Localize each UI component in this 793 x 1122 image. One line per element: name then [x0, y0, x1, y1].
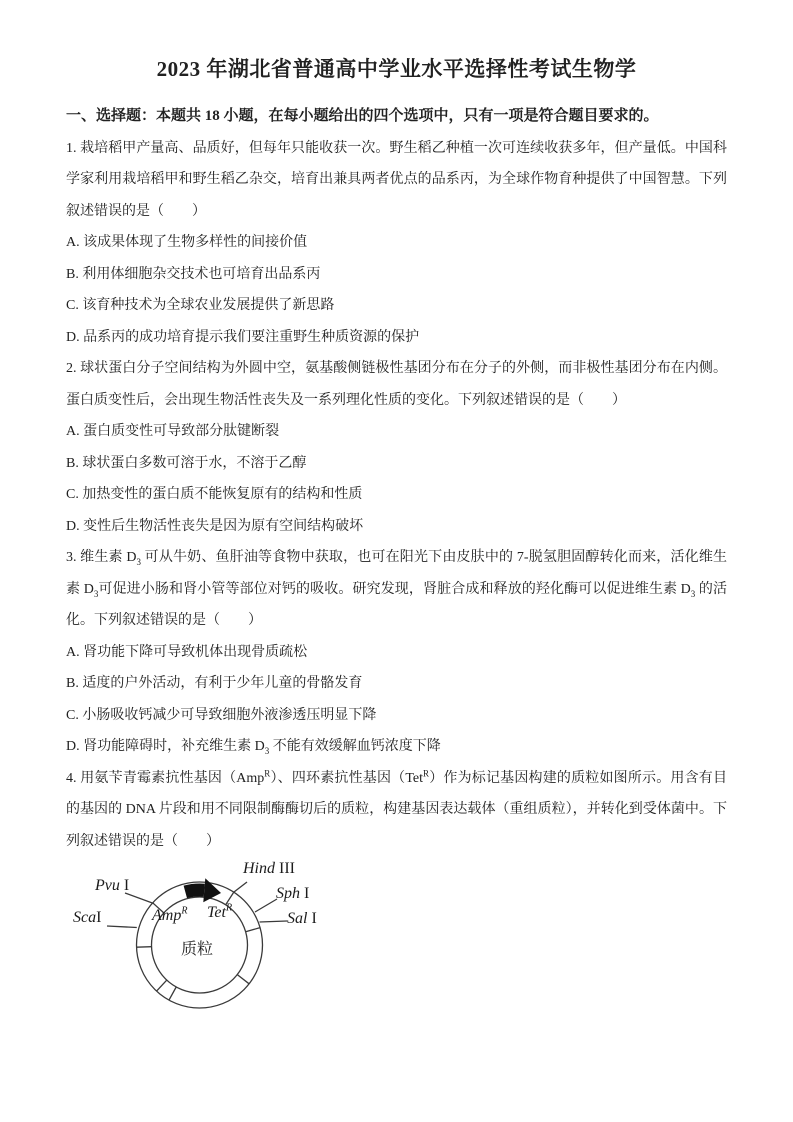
- segment-divider-lower-left-1: [169, 987, 176, 1000]
- segment-divider-lower-right: [237, 975, 249, 984]
- plasmid-center-label: 质粒: [181, 941, 214, 958]
- question-1-stem: 1. 栽培稻甲产量高、品质好，但每年只能收获一次。野生稻乙种植一次可连续收获多年，但产量低。中国科学家利用栽培稻甲和野生稻乙杂交，培育出兼具两者优点的品系丙，为全球作物育种提供了中国智慧。下列叙述错误的是（ ）: [66, 140, 727, 219]
- question-3-option-b: B. 适度的户外活动，有利于少年儿童的骨骼发育: [66, 676, 363, 691]
- pointer-line-hind3: [234, 882, 247, 892]
- question-2-option-c: C. 加热变性的蛋白质不能恢复原有的结构和性质: [66, 487, 363, 502]
- question-3-stem: 3. 维生素 $D_3$ 可从牛奶、鱼肝油等食物中获取，也可在阳光下由皮肤中的 7-脱氢胆固醇转化而来，活化维生素 $D_3$可促进小肠和肾小管等部位对钙的吸收。研究发现，肾脏合成和释放的羟化酶可以促进维生素 $D_3$ 的活化。下列叙述错误的是（ ）: [66, 550, 728, 628]
- gene-label-tet-r: Tet$^R$: [207, 902, 233, 921]
- question-2-option-a: A. 蛋白质变性可导致部分肽键断裂: [66, 424, 280, 439]
- question-1-option-b: B. 利用体细胞杂交技术也可培育出品系丙: [66, 266, 321, 282]
- question-1-option-d: D. 品系丙的成功培育提示我们要注重野生种质资源的保护: [66, 329, 420, 345]
- gene-label-amp-r: Amp$^R$: [152, 905, 188, 924]
- segment-divider-sca1: [137, 947, 152, 948]
- pointer-line-sph1: [255, 899, 277, 912]
- page-title: 2023 年湖北省普通高中学业水平选择性考试生物学: [156, 57, 637, 81]
- section-header: 一、选择题：本题共 18 小题，在每小题给出的四个选项中，只有一项是符合题目要求的。: [66, 108, 659, 124]
- question-3-option-a: A. 肾功能下降可导致机体出现骨质疏松: [66, 644, 308, 660]
- enzyme-label-sph1: Sph I: [276, 885, 310, 902]
- question-2-option-b: B. 球状蛋白多数可溶于水，不溶于乙醇: [66, 455, 307, 471]
- enzyme-label-hind3: Hind III: [243, 860, 295, 877]
- question-2-option-d: D. 变性后生物活性丧失是因为原有空间结构破坏: [66, 518, 364, 534]
- segment-divider-sph1: [246, 928, 261, 932]
- pointer-line-sca1: [107, 926, 137, 928]
- question-4-stem: 4. 用氨苄青霉素抗性基因（Amp$^R$）、四环素抗性基因（Tet$^R$）作为标记基因构建的质粒如图所示。用含有目的基因的 DNA 片段和用不同限制酶酶切后的质粒，构建基因表达载体（重组质粒），并转化到受体菌中。下列叙述错误的是（ ）: [66, 767, 727, 849]
- enzyme-label-sca1: ScaI: [73, 909, 102, 926]
- question-1-option-c: C. 该育种技术为全球农业发展提供了新思路: [66, 298, 335, 313]
- enzyme-label-sal1: Sal I: [287, 910, 317, 927]
- question-3-option-c: C. 小肠吸收钙减少可导致细胞外液渗透压明显下降: [66, 707, 377, 723]
- plasmid-diagram: [66, 859, 727, 1031]
- segment-divider-lower-left-2: [157, 980, 167, 991]
- question-2-stem: 2. 球状蛋白分子空间结构为外圆中空，氨基酸侧链极性基团分布在分子的外侧，而非极性基团分布在内侧。蛋白质变性后，会出现生物活性丧失及一系列理化性质的变化。下列叙述错误的是（ ）: [66, 361, 727, 408]
- question-1-option-a: A. 该成果体现了生物多样性的间接价值: [66, 235, 308, 250]
- pointer-line-sal1: [260, 921, 288, 922]
- pointer-line-pvu1: [125, 893, 154, 904]
- enzyme-label-pvu1: Pvu I: [95, 877, 130, 894]
- question-3-option-d: D. 肾功能障碍时，补充维生素 $D_3$ 不能有效缓解血钙浓度下降: [66, 739, 441, 756]
- plasmid-direction-arrow-body: [185, 890, 204, 892]
